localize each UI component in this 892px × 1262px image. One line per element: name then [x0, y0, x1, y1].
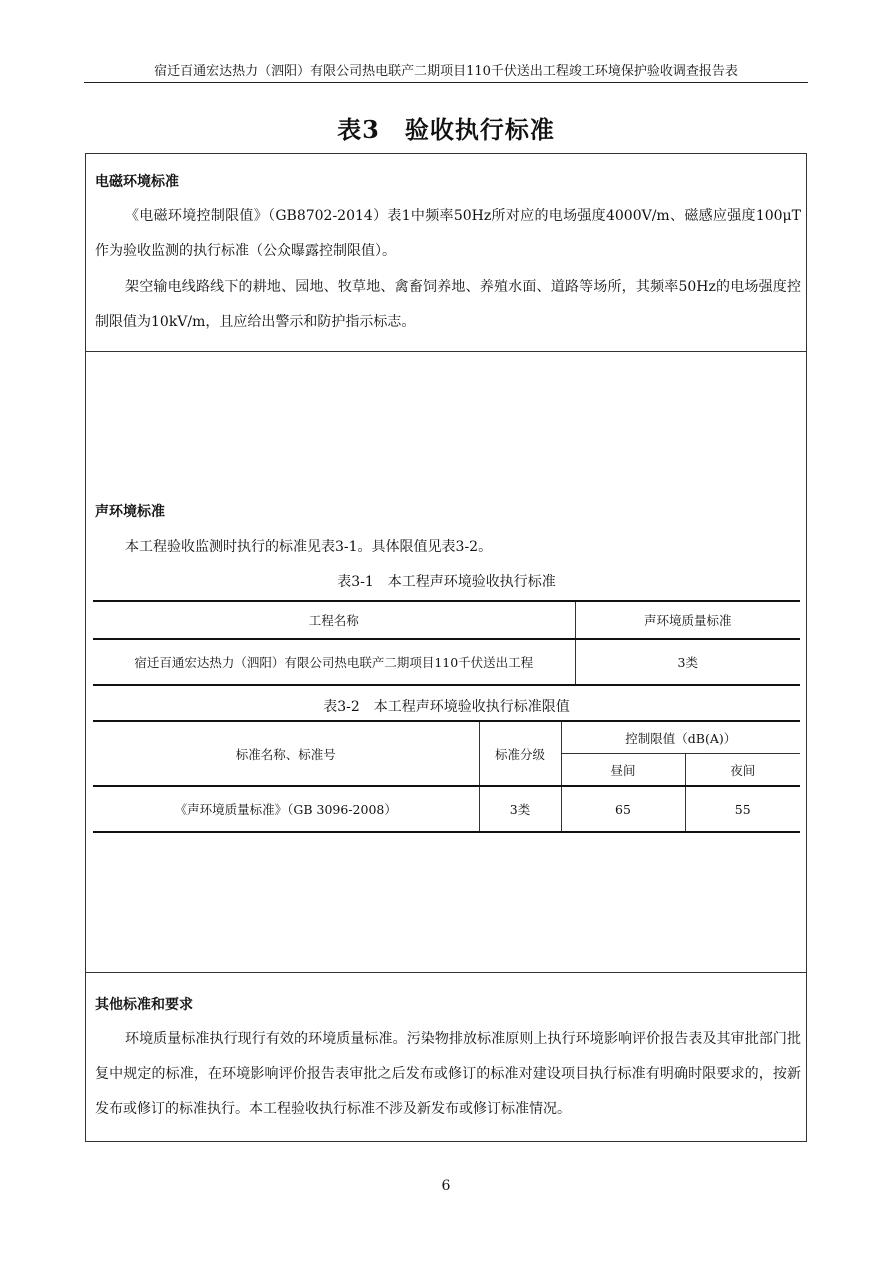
table-3-2-caption: 表3-2 本工程声环境验收执行标准限值 [323, 699, 570, 715]
table-3-1 [93, 600, 800, 686]
page-number: 6 [441, 1178, 451, 1194]
table-header-cell: 标准名称、标准号 [93, 721, 479, 786]
em-paragraph-2: 架空输电线路线下的耕地、园地、牧草地、禽畜饲养地、养殖水面、道路等场所，其频率50Hz的电场强度控制限值为10kV/m，且应给出警示和防护指示标志。 [95, 279, 801, 330]
other-paragraph: 环境质量标准执行现行有效的环境质量标准。污染物排放标准原则上执行环境影响评价报告表及其审批部门批复中规定的标准，在环境影响评价报告表审批之后发布或修订的标准对建设项目执行标准有明确时限要求的，按新发布或修订的标准执行。本工程验收执行标准不涉及新发布或修订标准情况。 [95, 1031, 801, 1117]
table-cell: 3类 [677, 655, 698, 670]
table-3-2 [93, 720, 800, 833]
noise-section-heading: 声环境标准 [95, 504, 165, 520]
em-section-heading: 电磁环境标准 [95, 174, 179, 190]
em-paragraph-1: 《电磁环境控制限值》（GB8702-2014）表1中频率50Hz所对应的电场强度4000V/m、磁感应强度100μT作为验收监测的执行标准（公众曝露控制限值）。 [95, 208, 801, 259]
table-header-cell: 工程名称 [93, 601, 575, 639]
table-cell: 3类 [479, 786, 561, 832]
other-section-heading: 其他标准和要求 [95, 997, 193, 1013]
section-divider [85, 351, 807, 352]
table-cell: 55 [734, 801, 751, 817]
page-header: 宿迁百通宏达热力（泗阳）有限公司热电联产二期项目110千伏送出工程竣工环境保护验收调查报告表 [154, 64, 738, 79]
table-header-cell: 声环境质量标准 [575, 601, 800, 639]
table-header-cell: 夜间 [685, 754, 800, 787]
section-divider [85, 972, 807, 973]
table-header-cell: 标准分级 [479, 721, 561, 786]
table-3-1-caption: 表3-1 本工程声环境验收执行标准 [337, 574, 556, 590]
table-header-cell: 昼间 [561, 754, 685, 787]
document-title: 表3 验收执行标准 [337, 115, 555, 144]
noise-intro: 本工程验收监测时执行的标准见表3-1。具体限值见表3-2。 [125, 539, 493, 555]
table-cell: 宿迁百通宏达热力（泗阳）有限公司热电联产二期项目110千伏送出工程 [93, 639, 575, 685]
table-row [93, 786, 800, 832]
table-row [93, 639, 800, 685]
table-cell: 《声环境质量标准》（GB 3096-2008） [93, 786, 479, 832]
header-rule [84, 82, 808, 83]
table-header-cell: 控制限值（dB(A)） [625, 730, 737, 746]
table-cell: 65 [561, 786, 685, 832]
